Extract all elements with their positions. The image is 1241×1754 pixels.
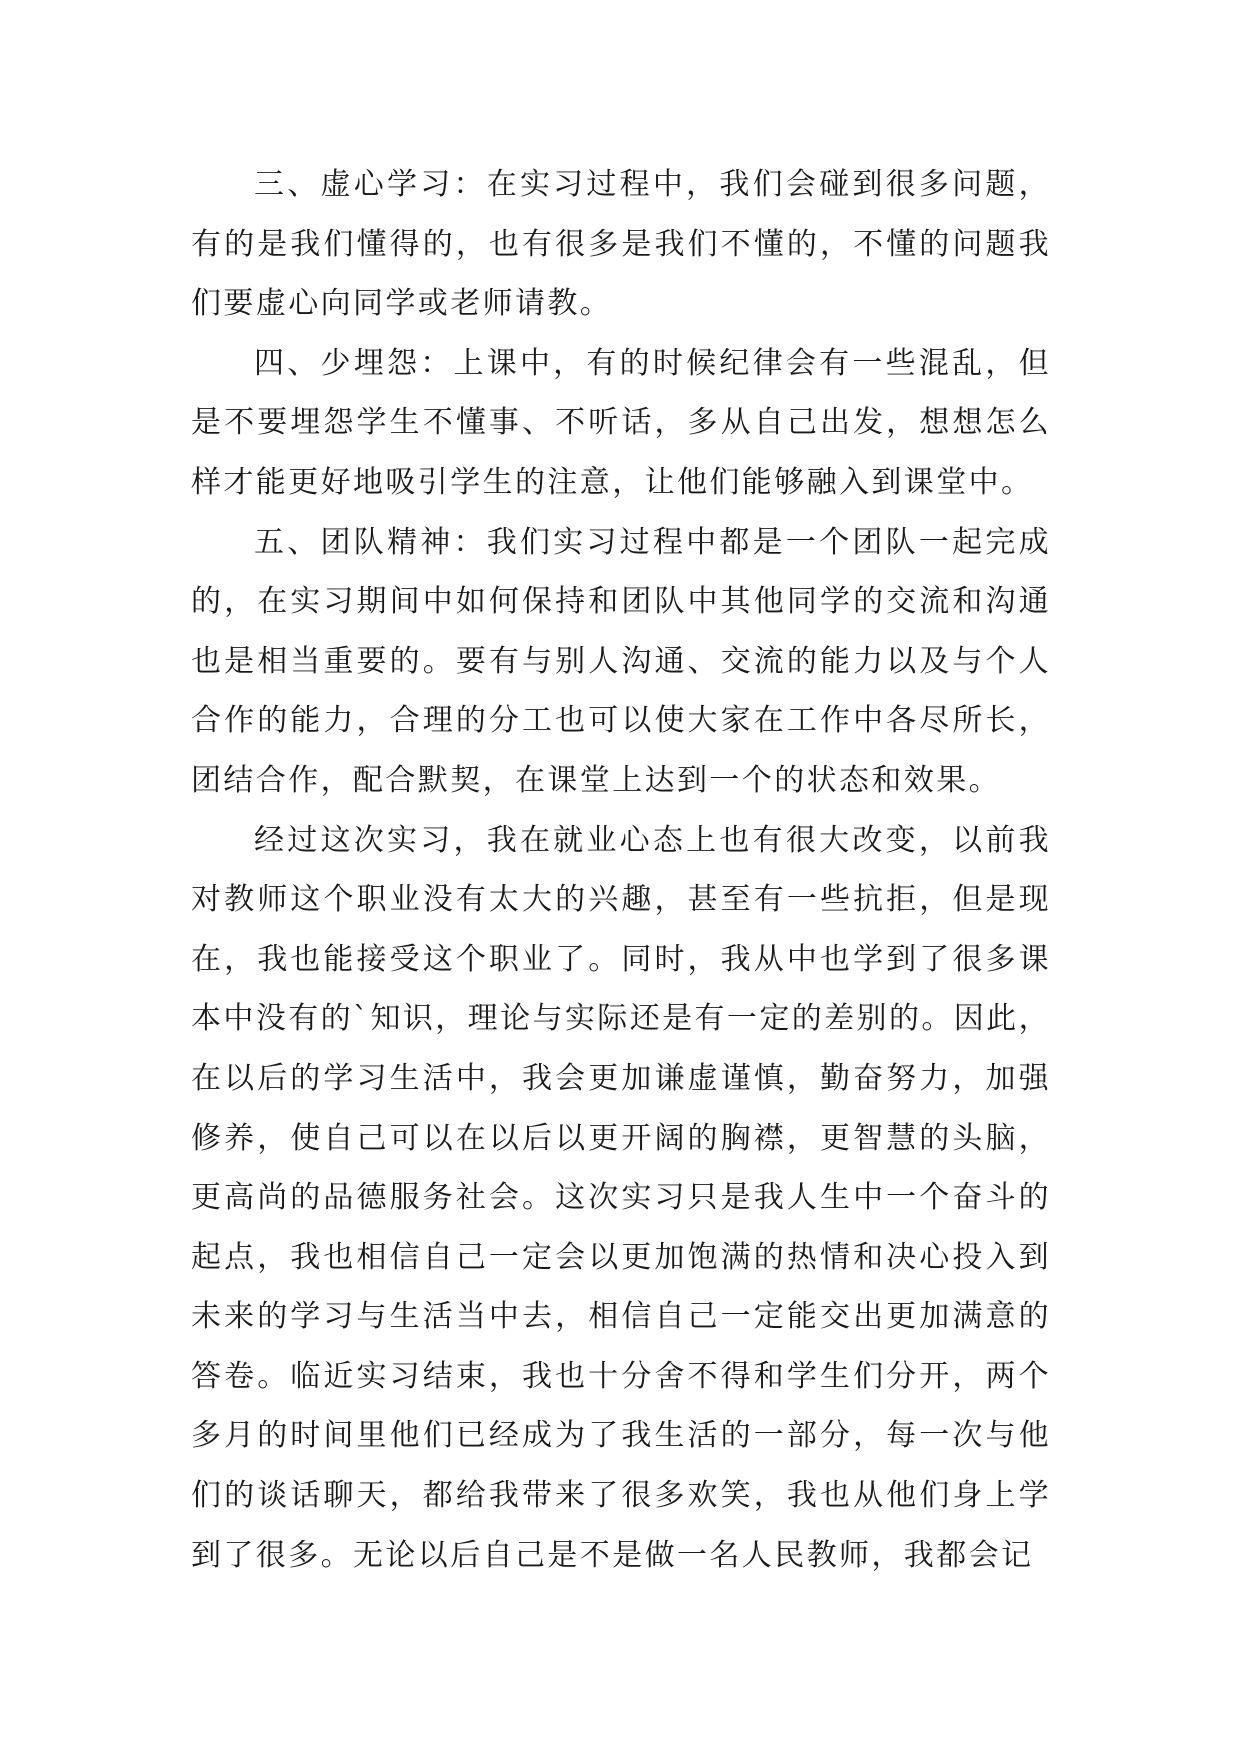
paragraph-team-spirit: 五、团队精神：我们实习过程中都是一个团队一起完成的，在实习期间中如何保持和团队中其他同学的交流和沟通也是相当重要的。要有与别人沟通、交流的能力以及与个人合作的能力，合理的分工也可以使大家在工作中各尽所长，团结合作，配合默契，在课堂上达到一个的状态和效果。 bbox=[191, 524, 1051, 798]
paragraph-humble-learning: 三、虚心学习：在实习过程中，我们会碰到很多问题，有的是我们懂得的，也有很多是我们不懂的，不懂的问题我们要虚心向同学或老师请教。 bbox=[191, 167, 1051, 322]
paragraph-reflection: 经过这次实习，我在就业心态上也有很大改变，以前我对教师这个职业没有太大的兴趣，甚至有一些抗拒，但是现在，我也能接受这个职业了。同时，我从中也学到了很多课本中没有的`知识，理论与实际还是有一定的差别的。因此，在以后的学习生活中，我会更加谦虚谨慎，勤奋努力，加强修养，使自己可以在以后以更开阔的胸襟，更智慧的头脑，更高尚的品德服务社会。这次实习只是我人生中一个奋斗的起点，我也相信自己一定会以更加饱满的热情和决心投入到未来的学习与生活当中去，相信自己一定能交出更加满意的答卷。临近实习结束，我也十分舍不得和学生们分开，两个多月的时间里他们已经成为了我生活的一部分，每一次与他们的谈话聊天，都给我带来了很多欢笑，我也从他们身上学到了很多。无论以后自己是不是做一名人民教师，我都会记 bbox=[191, 822, 1051, 1573]
paragraph-less-complaining: 四、少埋怨：上课中，有的时候纪律会有一些混乱，但是不要埋怨学生不懂事、不听话，多从自己出发，想想怎么样才能更好地吸引学生的注意，让他们能够融入到课堂中。 bbox=[191, 345, 1051, 500]
document-body bbox=[191, 155, 1051, 1585]
